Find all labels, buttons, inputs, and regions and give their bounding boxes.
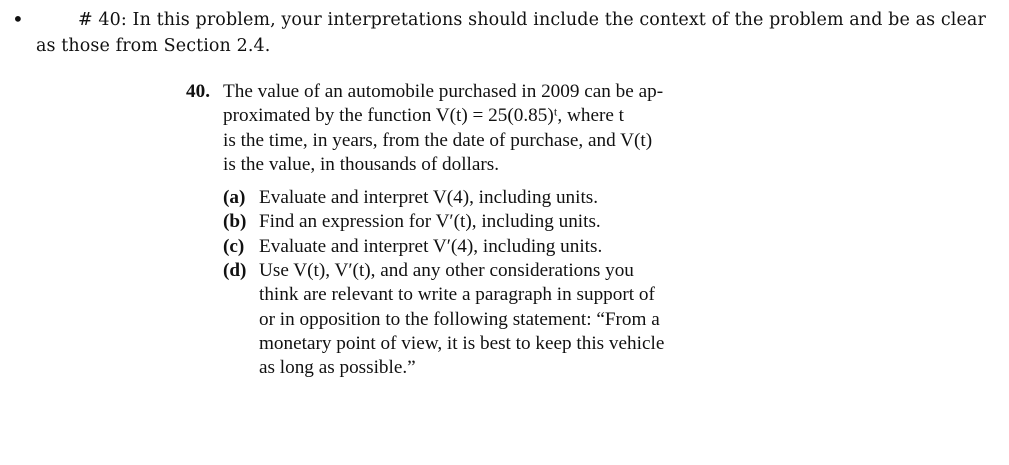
problem-number: 40.: [186, 81, 210, 102]
part-a: [223, 186, 681, 210]
problem-parts: [223, 186, 681, 380]
part-label: (d): [223, 260, 247, 282]
part-text: Evaluate and interpret V′(4), including units.: [259, 235, 603, 257]
part-text: Evaluate and interpret V(4), including units.: [259, 187, 599, 209]
part-text: monetary point of view, it is best to keep this vehicle: [259, 332, 665, 354]
assignment-instruction: # 40: In this problem, your interpretations should include the context of the problem and be as clear as those from Section 2.4.: [36, 10, 986, 56]
statement-line: is the value, in thousands of dollars.: [223, 153, 500, 175]
part-text: think are relevant to write a paragraph in support of: [259, 284, 655, 306]
part-label: (a): [223, 187, 246, 209]
part-text: Find an expression for V′(t), including units.: [259, 211, 601, 233]
statement-line: is the time, in years, from the date of purchase, and V(t): [223, 129, 653, 151]
part-text: Use V(t), V′(t), and any other considerations you: [259, 260, 634, 282]
part-text: as long as possible.”: [259, 357, 416, 379]
statement-line: proximated by the function V(t) = 25(0.85)ᵗ, where t: [223, 105, 624, 127]
list-bullet: •: [12, 7, 24, 31]
part-b: [223, 210, 681, 234]
statement-line: The value of an automobile purchased in 2009 can be ap-: [223, 81, 664, 102]
part-label: (b): [223, 211, 247, 233]
part-c: [223, 235, 681, 259]
problem-40: [186, 80, 681, 381]
part-d: [223, 259, 681, 380]
part-text: or in opposition to the following statement: “From a: [259, 308, 660, 330]
part-label: (c): [223, 235, 245, 257]
problem-statement: [223, 80, 681, 177]
